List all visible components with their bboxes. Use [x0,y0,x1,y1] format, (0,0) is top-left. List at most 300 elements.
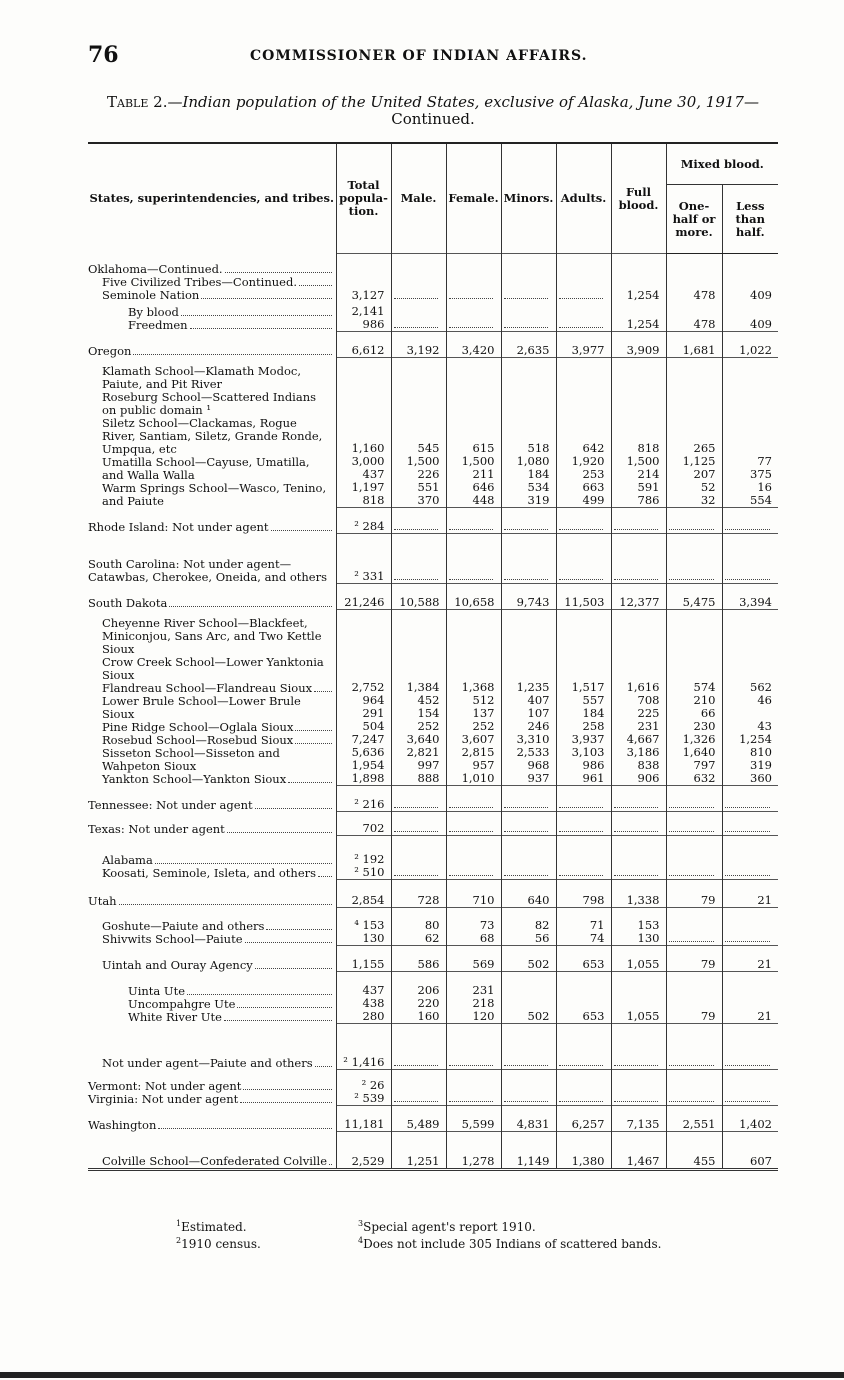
row-label [88,584,336,610]
cell-text: 586 [417,957,440,971]
cell-value [722,254,778,302]
cell-value [666,508,722,534]
cell-value [501,610,556,786]
cell-value [336,358,391,508]
cell-text: 409 [750,317,772,331]
col-header-half-or-more: One- half or more. [666,185,722,254]
cell-value [611,786,666,812]
cell-value [666,1024,722,1070]
row-label-line: Cheyenne River School—Blackfeet, Miniconjou, Sans Arc, and Two Kettle Sioux [102,615,322,656]
cell-text: 437 438 280 [362,983,385,1023]
cell-text: 21 [757,957,772,971]
table-row [88,836,778,880]
cell-text: 1,278 [461,1154,495,1168]
row-label-line: Crow Creek School—Lower Yanktonia Sioux [102,654,324,682]
cell-value [556,1070,611,1106]
cell-value [666,880,722,908]
cell-value [446,1132,501,1170]
footnote-4: $^4$Does not include 305 Indians of scattered bands. [358,1236,662,1251]
cell-value [391,908,446,946]
row-label [88,836,336,880]
running-head: COMMISSIONER OF INDIAN AFFAIRS. [250,48,588,64]
row-label [88,946,336,972]
cell-value [722,584,778,610]
cell-text: 1,380 [571,1154,605,1168]
cell-value [501,946,556,972]
cell-value [556,302,611,332]
cell-value [501,908,556,946]
cell-value [336,1070,391,1106]
cell-value [501,1024,556,1070]
cell-value [446,358,501,508]
cell-text: 562 46 43 1,254 810 319 360 [739,680,772,785]
row-label-line: Utah [88,893,117,908]
cell-value [391,880,446,908]
row-label-line: Siletz School—Clackamas, Rogue River, Santiam, Siletz, Grande Ronde, Umpqua, etc [102,415,323,456]
cell-text: 3,394 [739,595,772,609]
cell-value [501,302,556,332]
cell-value [501,812,556,836]
cell-text: 2,752 964 291 504 7,247 5,636 1,954 1,898 [351,680,385,785]
cell-text: 1,402 [739,1117,772,1131]
cell-value [391,254,446,302]
cell-text: 640 [527,893,550,907]
cell-value [722,1132,778,1170]
cell-text: 1,235 407 107 246 3,310 2,533 968 937 [516,680,550,785]
cell-value [556,1024,611,1070]
row-label-line: Rosebud School—Rosebud Sioux [102,732,294,747]
cell-value [611,836,666,880]
row-label-line: Not under agent—Paiute and others [102,1055,313,1070]
cell-value [446,972,501,1024]
cell-text: 1,368 512 137 252 3,607 2,815 957 1,010 [461,680,495,785]
row-label-line: Umatilla School—Cayuse, Umatilla, and Walla Walla [102,454,310,482]
row-label [88,254,336,302]
cell-text: 3,909 [626,343,660,357]
cell-value [336,880,391,908]
col-header-less-than-half: Less than half. [722,185,778,254]
cell-text: 3,977 [571,343,605,357]
cell-value [446,302,501,332]
cell-value [722,508,778,534]
cell-value [556,786,611,812]
cell-value [336,836,391,880]
cell-value [336,584,391,610]
cell-value [556,880,611,908]
cell-value [722,972,778,1024]
cell-text: ² 284 [354,519,385,533]
cell-text: 10,658 [454,595,495,609]
cell-value [666,946,722,972]
cell-value [501,880,556,908]
cell-value [446,584,501,610]
row-label [88,908,336,946]
cell-text: 6,612 [351,343,385,357]
footnotes-right [358,1217,661,1251]
cell-value [611,1106,666,1132]
cell-value [446,880,501,908]
cell-text: 728 [417,893,440,907]
cell-value [501,508,556,534]
cell-value [611,1024,666,1070]
table-title: —Indian population of the United States, exclusive of Alaska, June 30, 1917— [167,93,759,111]
cell-text: 1,517 557 184 258 3,937 3,103 986 961 [571,680,605,785]
cell-value [336,508,391,534]
cell-value [666,332,722,358]
cell-text: ² 192 ² 510 [354,852,385,879]
table-label: Table 2. [107,93,168,111]
cell-text: 11,181 [344,1117,385,1131]
table-row [88,880,778,908]
cell-value [446,534,501,584]
row-label-line: White River Ute [128,1009,222,1024]
cell-value [501,584,556,610]
cell-text: 82 56 [534,918,550,945]
cell-text: 3,127 [351,287,385,302]
row-label [88,786,336,812]
cell-value [446,254,501,302]
cell-value [501,358,556,508]
cell-value [446,332,501,358]
cell-value [391,534,446,584]
cell-text: 2,529 [351,1154,385,1168]
cell-text: 1,149 [516,1154,550,1168]
cell-value [556,836,611,880]
cell-value [666,1070,722,1106]
cell-text: 79 [700,1009,716,1023]
table-body [88,254,778,1170]
cell-value [501,972,556,1024]
cell-value [722,302,778,332]
footnote-1-text: Estimated. [181,1220,247,1234]
row-label-line: Yankton School—Yankton Sioux [102,771,287,786]
cell-value [611,812,666,836]
cell-text: 80 62 [424,918,440,945]
cell-value [446,908,501,946]
cell-text: 1,055 [626,1009,660,1023]
table-row [88,534,778,584]
cell-value [391,812,446,836]
row-label [88,508,336,534]
cell-value [611,1132,666,1170]
cell-value [722,1106,778,1132]
cell-text: 5,599 [461,1117,495,1131]
cell-text: 478 [693,317,716,331]
cell-text: 1,251 [406,1154,440,1168]
table-row [88,908,778,946]
table-row [88,1132,778,1170]
table-row [88,254,778,302]
table-row [88,1024,778,1070]
cell-text: 3,420 [461,343,495,357]
cell-value [391,1132,446,1170]
table-row [88,610,778,786]
cell-value [666,908,722,946]
col-header-total: Total popula- tion. [336,143,391,254]
table-row [88,584,778,610]
row-label-line: Tennessee: Not under agent [88,797,253,812]
cell-value [722,1070,778,1106]
cell-value [391,946,446,972]
cell-text: 6,257 [571,1117,605,1131]
cell-value [336,908,391,946]
footnote-3: $^3$Special agent's report 1910. [358,1219,536,1234]
cell-text: ⁴ 153 130 [354,918,385,945]
footnote-2: $^2$1910 census. [176,1236,261,1251]
table-row [88,786,778,812]
cell-text: ² 216 [354,797,385,811]
cell-value [336,610,391,786]
cell-value [611,584,666,610]
cell-text: 4,831 [516,1117,550,1131]
row-label [88,358,336,508]
row-label-line: Klamath School—Klamath Modoc, Paiute, and Pit River [102,363,301,391]
cell-value [611,972,666,1024]
row-label-line: Uncompahgre Ute [128,996,236,1011]
row-label-line: Five Civilized Tribes—Continued. [102,274,297,289]
row-label [88,534,336,584]
cell-text: 7,135 [626,1117,660,1131]
cell-value [611,946,666,972]
cell-value [336,1106,391,1132]
cell-text: 1,155 [351,957,385,971]
cell-text: 710 [472,893,495,907]
row-label-line: Uintah and Ouray Agency [102,957,253,972]
cell-text: 73 68 [479,918,495,945]
cell-text: 798 [582,893,605,907]
cell-value [446,508,501,534]
cell-text: 77 375 16 554 [750,454,772,507]
cell-text: 607 [750,1154,772,1168]
cell-value [611,534,666,584]
cell-value [446,786,501,812]
cell-value [611,610,666,786]
row-label [88,610,336,786]
cell-value [391,302,446,332]
cell-text: 1,022 [739,343,772,357]
cell-value [556,1106,611,1132]
cell-value [336,812,391,836]
cell-value [391,332,446,358]
row-label-line: Vermont: Not under agent [88,1078,242,1093]
row-label-line: Freedmen [128,317,188,332]
table-row [88,302,778,332]
cell-value [611,332,666,358]
population-table [88,142,778,1171]
cell-value [501,1106,556,1132]
col-header-male: Male. [391,143,446,254]
cell-text: 1,055 [626,957,660,971]
row-label-line: Lower Brule School—Lower Brule Sioux [102,693,301,721]
cell-value [446,812,501,836]
row-label-line: Oregon [88,343,132,358]
row-label [88,880,336,908]
cell-value [391,508,446,534]
row-label-line: Flandreau School—Flandreau Sioux [102,680,313,695]
cell-value [336,946,391,972]
cell-text: 574 210 66 230 1,326 1,640 797 632 [682,680,716,785]
cell-value [611,254,666,302]
row-label-line: Rhode Island: Not under agent [88,519,269,534]
cell-value [666,1106,722,1132]
cell-value [501,534,556,584]
cell-text: 2,635 [516,343,550,357]
cell-text: 615 1,500 211 646 448 [461,441,495,507]
table-row [88,1070,778,1106]
cell-value [501,786,556,812]
cell-value [336,786,391,812]
table-row [88,358,778,508]
cell-value [556,584,611,610]
cell-value [391,1070,446,1106]
table-caption [88,94,778,128]
cell-value [666,972,722,1024]
cell-value [722,836,778,880]
cell-value [722,332,778,358]
cell-text: 21 [757,893,772,907]
cell-text: 2,551 [682,1117,716,1131]
row-label-line: Koosati, Seminole, Isleta, and others [102,865,317,880]
cell-text: 5,489 [406,1117,440,1131]
page-number: 76 [88,42,119,68]
cell-text: 642 1,920 253 663 499 [571,441,605,507]
cell-text: 478 [693,287,716,302]
cell-text: 545 1,500 226 551 370 [406,441,440,507]
row-label [88,1106,336,1132]
cell-value [446,836,501,880]
cell-value [611,358,666,508]
row-label-line: South Carolina: Not under agent—Catawbas, Cherokee, Oneida, and others [88,556,328,584]
cell-value [666,836,722,880]
cell-text: 9,743 [516,595,550,609]
cell-value [611,1070,666,1106]
cell-value [336,1024,391,1070]
footnote-2-text: 1910 census. [181,1237,261,1251]
col-header-minors: Minors. [501,143,556,254]
cell-value [556,534,611,584]
row-label-line: Alabama [102,852,153,867]
cell-value [391,1106,446,1132]
row-label [88,1132,336,1170]
cell-value [666,358,722,508]
cell-value [391,972,446,1024]
row-label-line: Goshute—Paiute and others [102,918,265,933]
row-label-line: Virginia: Not under agent [88,1091,239,1106]
cell-text: 21 [757,1009,772,1023]
row-label-line: Uinta Ute [128,983,186,998]
cell-value [556,610,611,786]
row-label-line: Colville School—Confederated Colville [102,1154,328,1168]
row-label-line: Seminole Nation [102,287,200,302]
cell-value [556,358,611,508]
cell-value [666,812,722,836]
row-label-line: Oklahoma—Continued. [88,261,223,276]
row-label-line: Sisseton School—Sisseton and Wahpeton Sioux [102,745,280,773]
row-label-line: Pine Ridge School—Oglala Sioux [102,719,294,734]
cell-value [391,836,446,880]
row-label [88,332,336,358]
cell-value [722,610,778,786]
cell-text: 502 [527,1009,550,1023]
cell-value [501,1070,556,1106]
footnotes-left [176,1217,261,1251]
cell-value [722,908,778,946]
cell-value [722,946,778,972]
table-continued: Continued. [391,110,475,128]
cell-text: 2,141 986 [351,304,385,331]
cell-value [722,812,778,836]
table-row [88,812,778,836]
table-row [88,508,778,534]
footnote-4-text: Does not include 305 Indians of scattered bands. [363,1237,662,1251]
cell-value [722,880,778,908]
cell-value [336,254,391,302]
cell-value [556,332,611,358]
cell-text: 502 [527,957,550,971]
cell-text: 1,681 [682,343,716,357]
row-label-line: Roseburg School—Scattered Indians on public domain ¹ [102,389,317,417]
col-header-mixed-blood: Mixed blood. [666,143,778,185]
cell-text: 11,503 [564,595,605,609]
col-header-female: Female. [446,143,501,254]
table-row [88,1106,778,1132]
cell-value [446,1070,501,1106]
cell-text: 818 1,500 214 591 786 [626,441,660,507]
cell-text: 1,384 452 154 252 3,640 2,821 997 888 [406,680,440,785]
cell-value [446,610,501,786]
cell-value [501,1132,556,1170]
col-header-full-blood: Full blood. [611,143,666,254]
cell-value [666,254,722,302]
cell-value [501,254,556,302]
cell-value [666,302,722,332]
cell-text: 653 [582,1009,605,1023]
cell-text: 5,475 [682,595,716,609]
cell-text: 265 1,125 207 52 32 [682,441,716,507]
cell-value [501,332,556,358]
cell-text: 1,616 708 225 231 4,667 3,186 838 906 [626,680,660,785]
cell-text: 409 [750,287,772,302]
cell-text: 653 [582,957,605,971]
table-row [88,946,778,972]
cell-value [666,1132,722,1170]
cell-text: 3,192 [406,343,440,357]
cell-value [336,972,391,1024]
cell-value [501,836,556,880]
table-row [88,332,778,358]
cell-text: 153 130 [637,918,660,945]
cell-value [446,1106,501,1132]
scan-edge [0,1372,844,1378]
cell-value [556,508,611,534]
cell-text: ² 1,416 [343,1055,385,1069]
cell-value [666,534,722,584]
row-label-line: South Dakota [88,595,168,610]
cell-value [666,786,722,812]
row-label [88,812,336,836]
cell-value [611,508,666,534]
row-label-line: Washington [88,1117,157,1132]
cell-value [336,1132,391,1170]
row-label-line: Texas: Not under agent [88,821,225,836]
cell-value [722,534,778,584]
row-label [88,972,336,1024]
cell-text: 518 1,080 184 534 319 [516,441,550,507]
cell-value [722,358,778,508]
cell-text: ² 331 [354,569,385,583]
footnote-1: $^1$Estimated. [176,1219,247,1234]
cell-value [391,358,446,508]
